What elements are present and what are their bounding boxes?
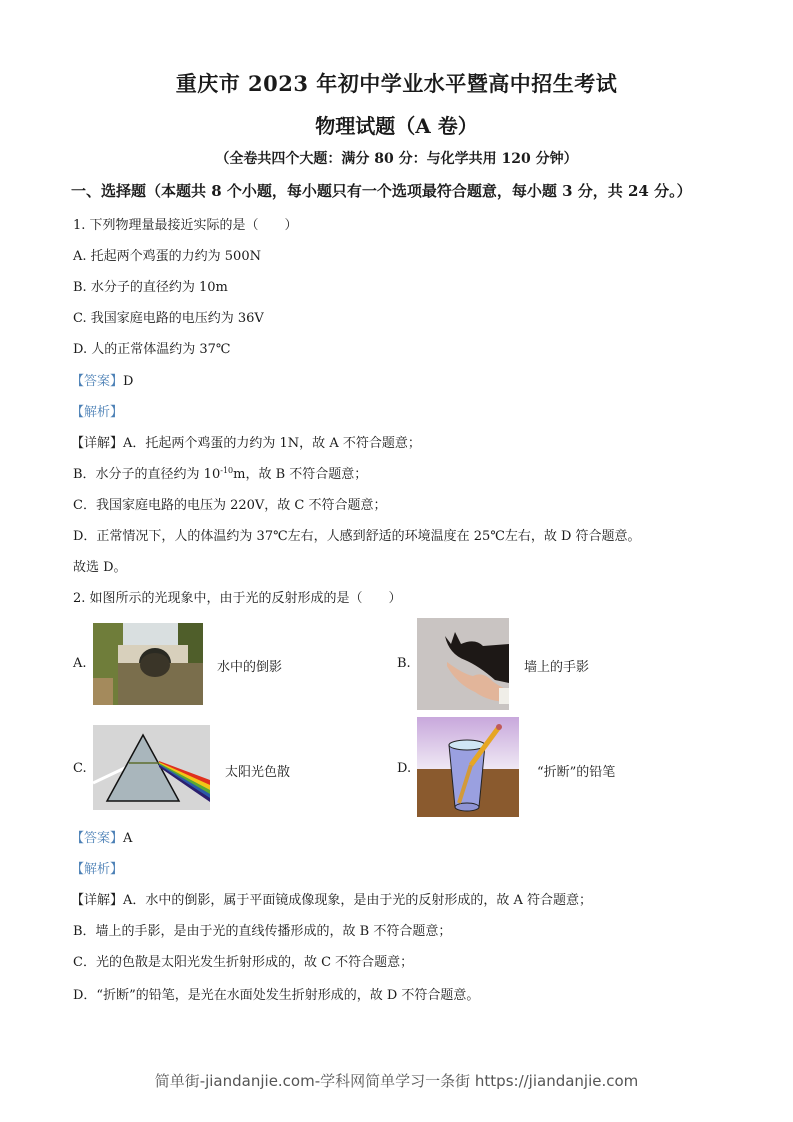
q1-stem: 1. 下列物理量最接近实际的是（ ） <box>73 218 298 233</box>
answer-tag: 【答案】 <box>71 374 124 389</box>
q2-stem: 2. 如图所示的光现象中，由于光的反射形成的是（ ） <box>73 591 402 606</box>
q1-detail-b: B．水分子的直径约为 $10^{-10}m$，故 B 不符合题意； <box>73 466 368 482</box>
q2-option-d-caption: “折断”的铅笔 <box>537 765 616 780</box>
q1-option-a: A. 托起两个鸡蛋的力约为 500N <box>73 249 261 264</box>
q1-option-c: C. 我国家庭电路的电压约为 36V <box>73 311 264 326</box>
q2-option-b-caption: 墙上的手影 <box>524 660 590 675</box>
q1-option-d: D. 人的正常体温约为 37℃ <box>73 342 231 357</box>
section-heading: 一、选择题（本题共 8 个小题，每小题只有一个选项最符合题意，每小题 3 分，共 24 分。） <box>71 182 692 200</box>
q2-detail-c: C．光的色散是太阳光发生折射形成的，故 C 不符合题意； <box>73 955 414 970</box>
exam-title: 重庆市 2023 年初中学业水平暨高中招生考试 <box>175 71 618 96</box>
q1-detail-d: D．正常情况下，人的体温约为 37℃左右，人感到舒适的环境温度在 25℃左右，故 D 符合题意。 <box>73 529 641 544</box>
q2-option-c-letter: C. <box>73 761 87 776</box>
prism-dispersion-image <box>93 725 210 810</box>
q2-analysis-tag: 【解析】 <box>71 862 124 877</box>
q2-option-d-letter: D. <box>397 761 412 776</box>
pencil-in-water-image <box>417 717 519 817</box>
bridge-reflection-image <box>93 623 203 705</box>
answer-value: A <box>123 831 133 846</box>
q2-detail-a: 【详解】A．水中的倒影，属于平面镜成像现象，是由于光的反射形成的，故 A 符合题意； <box>71 893 593 908</box>
q1-detail-c: C．我国家庭电路的电压为 220V，故 C 不符合题意； <box>73 498 387 513</box>
hand-shadow-image <box>417 618 509 710</box>
watermark-footer: 简单街-jiandanjie.com-学科网简单学习一条街 https://jiandanjie.com <box>154 1072 639 1090</box>
q2-detail-b: B．墙上的手影，是由于光的直线传播形成的，故 B 不符合题意； <box>73 924 452 939</box>
q2-answer <box>71 827 132 846</box>
q1-conclusion: 故选 D。 <box>73 560 127 575</box>
q2-option-a-letter: A. <box>73 656 87 671</box>
q2-detail-d: D．“折断”的铅笔，是光在水面处发生折射形成的，故 D 不符合题意。 <box>73 988 480 1003</box>
q2-option-a-caption: 水中的倒影 <box>217 660 283 675</box>
answer-tag: 【答案】 <box>71 831 124 846</box>
q1-analysis-tag: 【解析】 <box>71 405 124 420</box>
exam-subtitle: 物理试题（A 卷） <box>315 114 478 138</box>
answer-value: D <box>123 374 134 389</box>
detail-tag: 【详解】 <box>71 436 124 451</box>
q2-option-b-letter: B. <box>397 656 411 671</box>
q1-detail-a: 【详解】A．托起两个鸡蛋的力约为 1N，故 A 不符合题意； <box>71 436 421 451</box>
q2-option-c-caption: 太阳光色散 <box>225 765 291 780</box>
q1-option-b: B. 水分子的直径约为 10m <box>73 280 228 295</box>
q1-answer <box>71 370 133 389</box>
exam-note: （全卷共四个大题：满分 80 分：与化学共用 120 分钟） <box>215 151 578 167</box>
detail-tag: 【详解】 <box>71 893 124 908</box>
